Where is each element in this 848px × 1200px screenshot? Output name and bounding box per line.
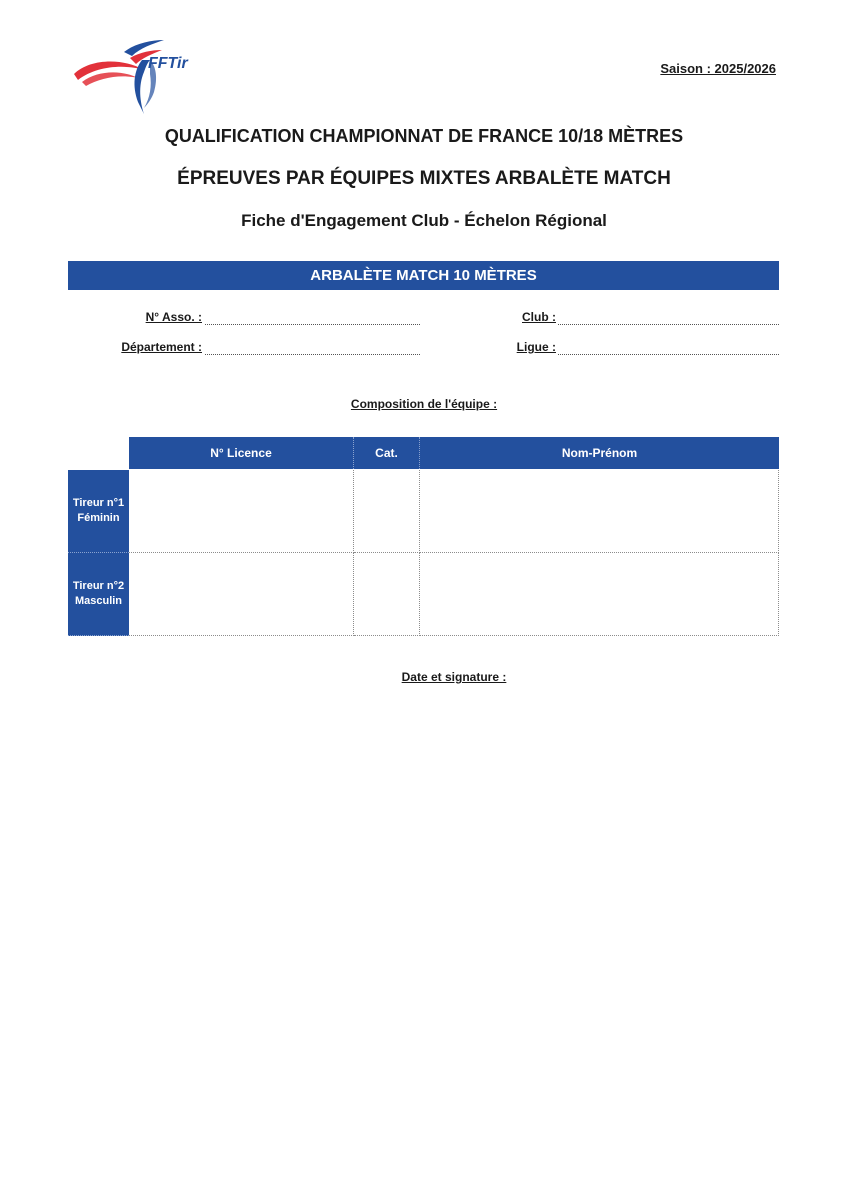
cell-nom-1[interactable]	[420, 470, 779, 553]
column-header-cat: Cat.	[354, 437, 420, 469]
logo-wordmark: FFTir	[148, 55, 188, 72]
composition-label: Composition de l'équipe :	[350, 397, 498, 411]
signature-label: Date et signature :	[401, 670, 507, 684]
column-header-nom: Nom-Prénom	[420, 437, 779, 469]
section-banner: ARBALÈTE MATCH 10 MÈTRES	[68, 261, 779, 290]
club-label: Club :	[522, 310, 556, 324]
cell-licence-2[interactable]	[129, 553, 354, 636]
cell-nom-2[interactable]	[420, 553, 779, 636]
cell-licence-1[interactable]	[129, 470, 354, 553]
row-header-tireur-2	[68, 553, 129, 636]
ligue-label: Ligue :	[516, 340, 556, 354]
club-input[interactable]	[558, 324, 779, 325]
row-header-line: Féminin	[77, 512, 120, 524]
row-header-line: Tireur n°2	[72, 580, 125, 592]
document-title: QUALIFICATION CHAMPIONNAT DE FRANCE 10/18 MÈTRES	[164, 126, 684, 146]
row-header-line: Tireur n°1	[72, 497, 125, 509]
departement-label: Département :	[121, 340, 202, 354]
signature-heading	[0, 670, 848, 684]
team-table	[68, 437, 779, 636]
asso-input[interactable]	[205, 324, 420, 325]
departement-input[interactable]	[205, 354, 420, 355]
row-header-line: Masculin	[74, 595, 123, 607]
composition-heading	[0, 397, 848, 411]
season-label: Saison : 2025/2026	[660, 61, 776, 76]
fftir-logo	[72, 36, 196, 116]
cell-cat-1[interactable]	[354, 470, 420, 553]
document-subtitle: ÉPREUVES PAR ÉQUIPES MIXTES ARBALÈTE MATCH	[177, 168, 671, 189]
document-form-name: Fiche d'Engagement Club - Échelon Régional	[241, 211, 607, 230]
asso-label: N° Asso. :	[145, 310, 202, 324]
cell-cat-2[interactable]	[354, 553, 420, 636]
column-header-licence: N° Licence	[129, 437, 354, 469]
ligue-input[interactable]	[558, 354, 779, 355]
row-header-tireur-1	[68, 470, 129, 553]
